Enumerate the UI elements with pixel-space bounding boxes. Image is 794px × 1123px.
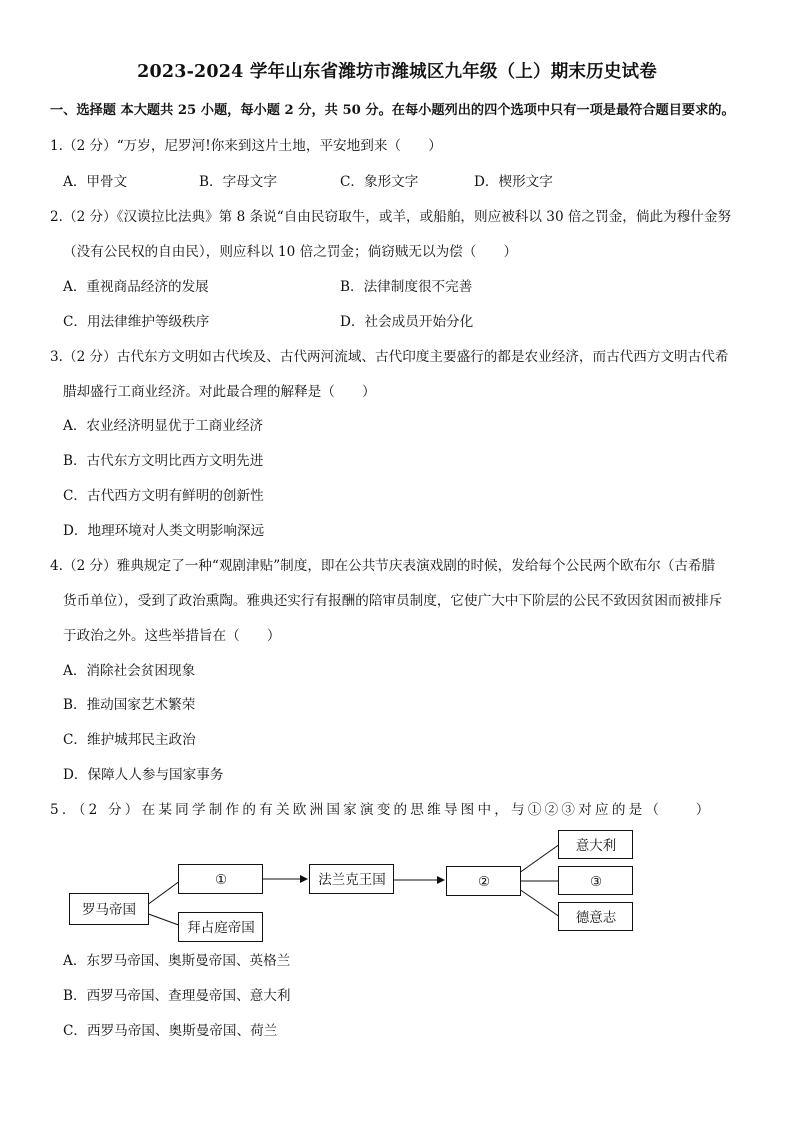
label-frankish: 法兰克王国 [318, 872, 386, 888]
connector-rome-byz [149, 914, 179, 925]
q2-option-c[interactable]: C．用法律维护等级秩序 [63, 314, 210, 330]
q3-option-b[interactable]: B．古代东方文明比西方文明先进 [63, 453, 264, 469]
label-circle-3: ③ [589, 874, 603, 890]
label-circle-1: ① [214, 872, 228, 888]
question-1-stem: 1.（2 分）“万岁，尼罗河!你来到这片土地，平安地到来（ ） [50, 138, 442, 154]
question-5-stem: 5．（2 分）在某同学制作的有关欧洲国家演变的思维导图中，与①②③对应的是（ ） [50, 802, 713, 818]
label-roman-empire: 罗马帝国 [82, 902, 136, 918]
q5-option-b[interactable]: B．西罗马帝国、查理曼帝国、意大利 [63, 988, 291, 1004]
question-3-stem-line1: 3.（2 分）古代东方文明如古代埃及、古代两河流域、古代印度主要盛行的都是农业经济，而古代西方文明古代希 [50, 349, 729, 365]
q1-option-a[interactable]: A．甲骨文 [63, 174, 128, 190]
label-circle-2: ② [477, 874, 491, 890]
q3-option-c[interactable]: C．古代西方文明有鲜明的创新性 [63, 488, 264, 504]
q5-option-c[interactable]: C．西罗马帝国、奥斯曼帝国、荷兰 [63, 1023, 278, 1039]
question-2-stem-line2: （没有公民权的自由民），则应科以 10 倍之罚金；倘窃贼无以为偿（ ） [63, 244, 518, 260]
label-germany: 德意志 [575, 910, 617, 926]
q2-option-b[interactable]: B．法律制度很不完善 [340, 279, 473, 295]
connector-c2-germany [521, 890, 559, 916]
connector-c2-italy [521, 845, 559, 872]
q5-option-a[interactable]: A．东罗马帝国、奥斯曼帝国、英格兰 [63, 953, 291, 969]
question-4-stem-line2: 货币单位），受到了政治熏陶。雅典还实行有报酬的陪审员制度，它使广大中下阶层的公民不致因贫困而被排斥 [63, 593, 723, 609]
q2-option-d[interactable]: D．社会成员开始分化 [340, 314, 474, 330]
q4-option-c[interactable]: C．维护城邦民主政治 [63, 732, 196, 748]
page-title: 2023-2024 学年山东省潍坊市潍城区九年级（上）期末历史试卷 [137, 62, 657, 82]
connector-rome-c1 [149, 882, 179, 904]
question-4-stem-line3: 于政治之外。这些举措旨在（ ） [63, 628, 281, 644]
q2-option-a[interactable]: A．重视商品经济的发展 [63, 279, 209, 295]
q1-option-d[interactable]: D．楔形文字 [474, 174, 553, 190]
question-3-stem-line2: 腊却盛行工商业经济。对此最合理的解释是（ ） [63, 384, 376, 400]
label-italy: 意大利 [575, 838, 617, 854]
q3-option-a[interactable]: A．农业经济明显优于工商业经济 [63, 418, 264, 434]
q3-option-d[interactable]: D．地理环境对人类文明影响深远 [63, 523, 265, 539]
section-header: 一、选择题 本大题共 25 小题，每小题 2 分，共 50 分。在每小题列出的四个选项中只有一项是最符合题目要求的。 [50, 103, 735, 118]
q1-option-c[interactable]: C．象形文字 [340, 174, 419, 190]
q1-option-b[interactable]: B．字母文字 [199, 174, 277, 190]
question-4-stem-line1: 4.（2 分）雅典规定了一种“观剧津贴”制度，即在公共节庆表演戏剧的时候，发给每个公民两个欧布尔（古希腊 [50, 558, 716, 574]
question-2-stem-line1: 2.（2 分）《汉谟拉比法典》第 8 条说“自由民窃取牛，或羊，或船舶，则应被科以 30 倍之罚金，倘此为穆什金努 [50, 209, 732, 225]
q4-option-a[interactable]: A．消除社会贫困现象 [63, 663, 196, 679]
q4-option-b[interactable]: B．推动国家艺术繁荣 [63, 697, 196, 713]
q4-option-d[interactable]: D．保障人人参与国家事务 [63, 767, 224, 783]
label-byzantine: 拜占庭帝国 [187, 920, 255, 936]
